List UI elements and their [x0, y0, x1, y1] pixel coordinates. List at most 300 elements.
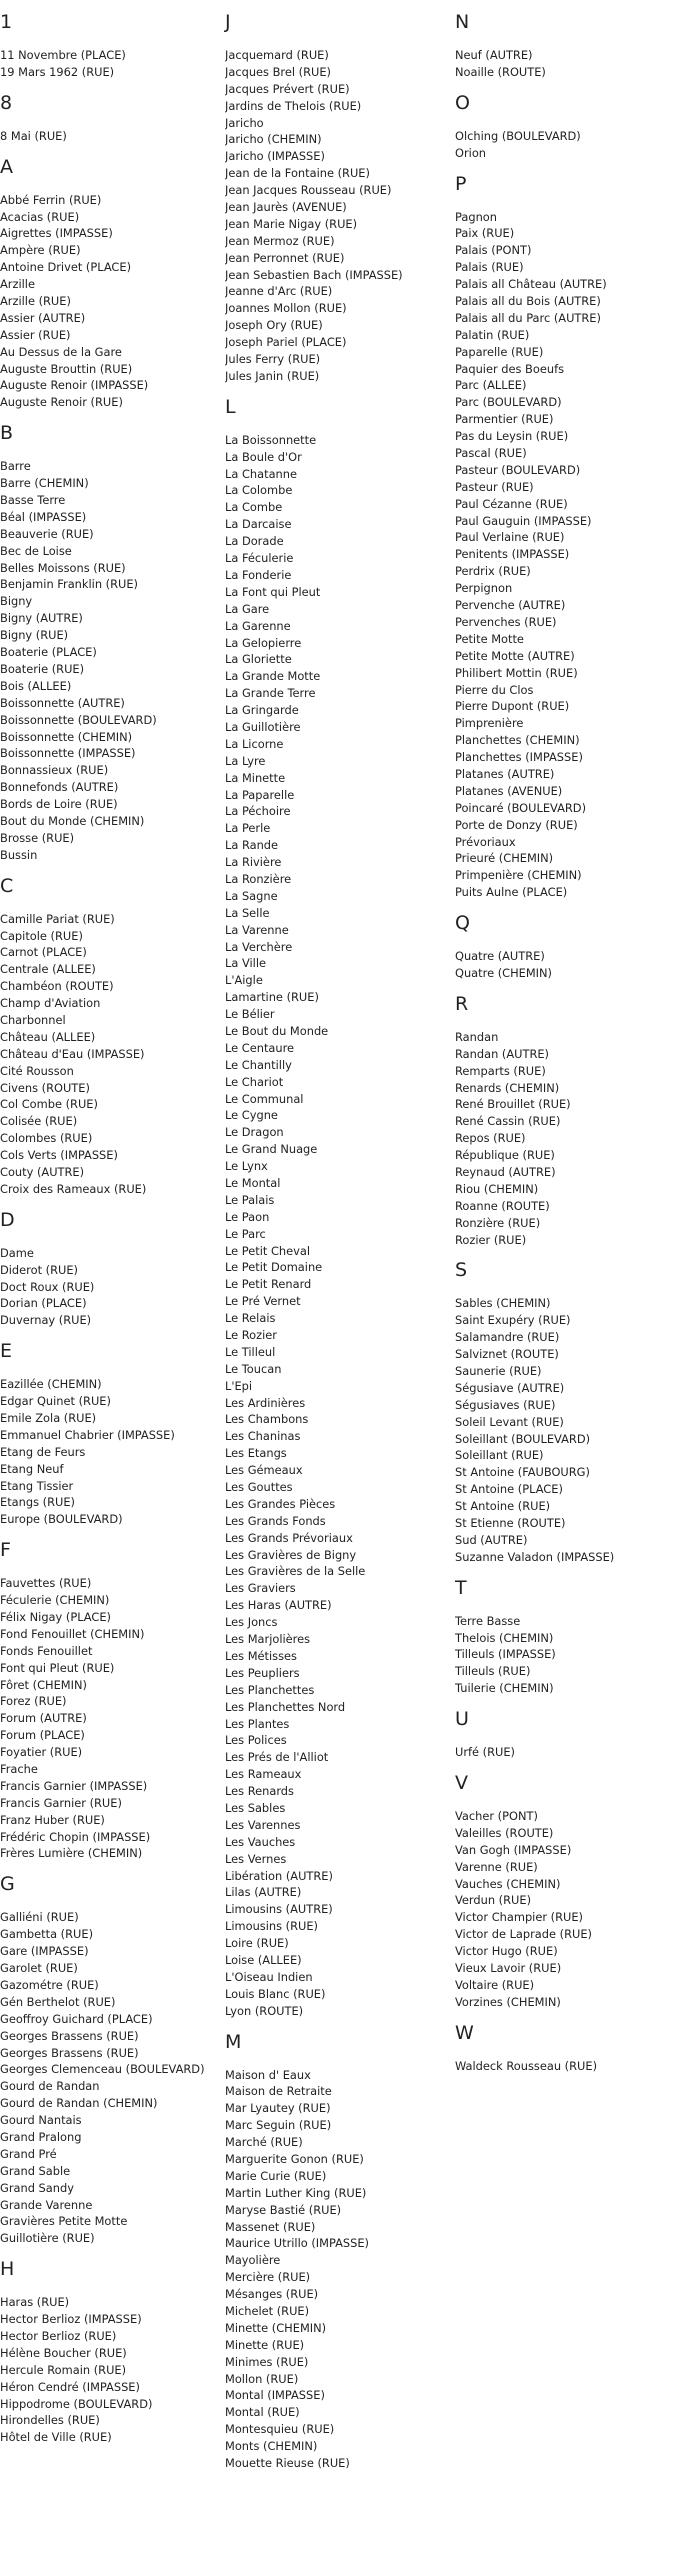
street-name: Ampère (RUE) — [0, 243, 81, 258]
street-name: Forez (RUE) — [0, 1694, 67, 1709]
street-name: Pierre du Clos — [455, 682, 534, 697]
section-letter-heading: D — [0, 1208, 15, 1231]
street-name: Gourd de Randan — [0, 2079, 100, 2094]
street-name: Victor de Laprade (RUE) — [455, 1927, 592, 1942]
street-name: Marc Seguin (RUE) — [225, 2118, 332, 2133]
street-name: Paparelle (RUE) — [455, 344, 544, 359]
street-name: Jeanne d'Arc (RUE) — [225, 284, 333, 299]
street-list — [0, 458, 220, 863]
street-name: Palais (PONT) — [455, 243, 532, 258]
letter-section — [0, 1874, 220, 2247]
street-list — [0, 192, 220, 412]
street-name: Hercule Romain (RUE) — [0, 2362, 127, 2377]
street-name: Bonnassieux (RUE) — [0, 763, 109, 778]
street-name: Garolet (RUE) — [0, 1961, 78, 1976]
street-name: Les Chambons — [225, 1412, 309, 1427]
street-list — [455, 209, 675, 902]
street-name: Mayolière — [225, 2253, 281, 2268]
street-name: Auguste Renoir (IMPASSE) — [0, 378, 149, 393]
street-name: Prévoriaux — [455, 834, 516, 849]
street-name: Les Métisses — [225, 1648, 297, 1663]
street-name: Palais all du Parc (AUTRE) — [455, 310, 601, 325]
street-name: Les Gravières de Bigny — [225, 1547, 357, 1562]
section-letter-heading: O — [455, 91, 470, 114]
street-name: Grand Pré — [0, 2146, 57, 2161]
street-name: Hélène Boucher (RUE) — [0, 2345, 127, 2360]
street-name: Camille Pariat (RUE) — [0, 911, 115, 926]
street-index-column-3 — [455, 0, 675, 2085]
street-name: Lyon (ROUTE) — [225, 2003, 304, 2018]
street-name: Gravières Petite Motte — [0, 2214, 128, 2229]
street-name: Boaterie (RUE) — [0, 661, 85, 676]
street-name: La Dorade — [225, 534, 284, 549]
street-name: Béal (IMPASSE) — [0, 509, 87, 524]
street-name: Fôret (CHEMIN) — [0, 1677, 87, 1692]
street-name: Galliéni (RUE) — [0, 1910, 79, 1925]
street-name: Les Renards — [225, 1784, 294, 1799]
street-name: St Etienne (ROUTE) — [455, 1516, 566, 1531]
letter-section — [0, 1540, 220, 1862]
letter-section — [0, 1210, 220, 1329]
street-name: La Grande Motte — [225, 669, 321, 684]
street-name: Pascal (RUE) — [455, 446, 527, 461]
letter-section — [0, 2259, 220, 2446]
street-name: Les Graviers — [225, 1581, 296, 1596]
street-name: La Licorne — [225, 736, 284, 751]
street-name: Jean Jaurès (AVENUE) — [225, 200, 347, 215]
street-name: Bonnefonds (AUTRE) — [0, 780, 119, 795]
street-name: Olching (BOULEVARD) — [455, 128, 581, 143]
street-name: L'Epi — [225, 1378, 253, 1393]
street-name: St Antoine (PLACE) — [455, 1482, 563, 1497]
letter-section — [225, 2032, 450, 2472]
street-name: Etangs (RUE) — [0, 1495, 75, 1510]
street-name: Marie Curie (RUE) — [225, 2168, 327, 2183]
street-name: Van Gogh (IMPASSE) — [455, 1842, 572, 1857]
street-list — [0, 1376, 220, 1528]
street-name: Joannes Mollon (RUE) — [225, 301, 347, 316]
street-name: Emile Zola (RUE) — [0, 1411, 97, 1425]
street-name: Bussin — [0, 847, 38, 862]
street-name: Jacques Prévert (RUE) — [225, 81, 350, 96]
street-name: Jean Jacques Rousseau (RUE) — [225, 183, 392, 198]
street-name: Les Chaninas — [225, 1429, 301, 1444]
street-name: Gare (IMPASSE) — [0, 1944, 89, 1959]
street-name: La Fonderie — [225, 567, 292, 582]
street-name: Colombes (RUE) — [0, 1131, 93, 1146]
street-name: Le Petit Domaine — [225, 1260, 323, 1275]
street-name: Ronzière (RUE) — [455, 1215, 541, 1230]
street-name: Félix Nigay (PLACE) — [0, 1610, 111, 1625]
street-name: La Péchoire — [225, 804, 291, 819]
street-name: Neuf (AUTRE) — [455, 48, 533, 62]
street-name: Les Gémeaux — [225, 1463, 303, 1478]
street-name: Duvernay (RUE) — [0, 1313, 92, 1328]
street-name: Abbé Ferrin (RUE) — [0, 192, 102, 207]
street-name: Jules Janin (RUE) — [225, 368, 320, 383]
street-name: Tilleuls (RUE) — [455, 1664, 531, 1679]
street-name: Les Grandes Pièces — [225, 1496, 336, 1511]
street-name: Les Grands Fonds — [225, 1513, 326, 1528]
street-name: La Féculerie — [225, 551, 294, 566]
street-name: Ségusiave (AUTRE) — [455, 1380, 565, 1395]
section-letter-heading: U — [455, 1708, 469, 1731]
street-name: République (RUE) — [455, 1148, 555, 1163]
street-name: Pasteur (BOULEVARD) — [455, 462, 581, 477]
section-letter-heading: P — [455, 172, 467, 195]
street-name: Barre (CHEMIN) — [0, 476, 89, 491]
street-name: Varenne (RUE) — [455, 1859, 538, 1874]
street-name: Le Dragon — [225, 1125, 284, 1140]
street-name: La Font qui Pleut — [225, 584, 321, 599]
street-name: Boissonnette (BOULEVARD) — [0, 712, 157, 727]
street-name: Assier (RUE) — [0, 327, 71, 342]
street-name: La Rivière — [225, 855, 282, 870]
street-name: Colisée (RUE) — [0, 1114, 78, 1129]
street-name: Le Pré Vernet — [225, 1294, 301, 1309]
street-name: Georges Brassens (RUE) — [0, 2045, 139, 2060]
street-name: Monts (CHEMIN) — [225, 2439, 318, 2454]
street-name: La Guillotière — [225, 719, 301, 734]
street-name: Verdun (RUE) — [455, 1893, 532, 1908]
street-name: Georges Brassens (RUE) — [0, 2028, 139, 2043]
letter-section — [455, 1578, 675, 1697]
street-name: Hippodrome (BOULEVARD) — [0, 2396, 153, 2411]
letter-section — [455, 93, 675, 162]
street-name: Gambetta (RUE) — [0, 1927, 94, 1942]
street-name: Au Dessus de la Gare — [0, 344, 122, 359]
street-name: Château (ALLEE) — [0, 1029, 96, 1044]
street-name: Les Prés de l'Alliot — [225, 1750, 329, 1765]
street-name: Belles Moissons (RUE) — [0, 560, 126, 575]
street-list — [0, 1245, 220, 1329]
street-list — [455, 948, 675, 982]
street-name: René Brouillet (RUE) — [455, 1097, 571, 1112]
street-name: Jaricho — [225, 115, 264, 130]
street-name: La Verchère — [225, 939, 293, 954]
street-name: Les Vernes — [225, 1851, 287, 1866]
street-name: Maryse Bastié (RUE) — [225, 2202, 342, 2217]
street-name: Saint Exupéry (RUE) — [455, 1313, 571, 1328]
street-name: Randan — [455, 1029, 499, 1044]
street-index-column-2 — [225, 0, 450, 2482]
street-name: Sables (CHEMIN) — [455, 1296, 551, 1311]
street-name: Hector Berlioz (IMPASSE) — [0, 2312, 142, 2327]
street-name: Marché (RUE) — [225, 2135, 303, 2150]
street-list — [455, 1029, 675, 1249]
street-list — [0, 1909, 220, 2247]
street-name: Repos (RUE) — [455, 1131, 526, 1146]
street-name: La Colombe — [225, 483, 293, 498]
street-name: Tuilerie (CHEMIN) — [455, 1681, 554, 1696]
street-name: Col Combe (RUE) — [0, 1097, 98, 1112]
street-name: St Antoine (RUE) — [455, 1499, 551, 1514]
street-name: Charbonnel — [0, 1012, 66, 1027]
section-letter-heading: G — [0, 1873, 15, 1896]
street-name: Les Planchettes Nord — [225, 1699, 346, 1714]
street-name: La Garenne — [225, 618, 291, 633]
section-letter-heading: 8 — [0, 91, 13, 114]
street-list — [455, 47, 675, 81]
street-name: Grand Sandy — [0, 2180, 74, 2195]
street-name: Pimprenière — [455, 716, 524, 731]
letter-section — [0, 1341, 220, 1528]
street-list — [0, 128, 220, 145]
street-name: Eazillée (CHEMIN) — [0, 1377, 102, 1392]
street-name: Le Lynx — [225, 1159, 268, 1174]
street-list — [0, 47, 220, 81]
street-name: Arzille — [0, 277, 35, 292]
street-name: Martin Luther King (RUE) — [225, 2185, 367, 2200]
street-name: Reynaud (AUTRE) — [455, 1164, 556, 1179]
street-name: Thelois (CHEMIN) — [455, 1630, 554, 1645]
street-name: Roanne (ROUTE) — [455, 1198, 550, 1213]
street-name: Benjamin Franklin (RUE) — [0, 577, 138, 592]
street-name: Remparts (RUE) — [455, 1063, 546, 1078]
street-name: Minette (RUE) — [225, 2337, 305, 2352]
street-name: 11 Novembre (PLACE) — [0, 48, 126, 62]
street-name: Planchettes (IMPASSE) — [455, 750, 583, 765]
street-name: Forum (PLACE) — [0, 1728, 85, 1743]
street-name: Paul Verlaine (RUE) — [455, 530, 565, 545]
letter-section — [455, 1260, 675, 1565]
street-name: Voltaire (RUE) — [455, 1977, 535, 1992]
street-name: Gourd de Randan (CHEMIN) — [0, 2096, 158, 2111]
street-name: Le Relais — [225, 1311, 276, 1326]
street-name: Soleil Levant (RUE) — [455, 1414, 564, 1429]
street-name: La Gelopierre — [225, 635, 302, 650]
street-name: Pas du Leysin (RUE) — [455, 429, 569, 444]
street-name: La Darcaise — [225, 517, 292, 532]
street-name: Les Haras (AUTRE) — [225, 1598, 332, 1613]
street-name: Tilleuls (IMPASSE) — [455, 1647, 556, 1662]
letter-section — [225, 12, 450, 385]
street-list — [455, 1808, 675, 2011]
street-name: Massenet (RUE) — [225, 2219, 316, 2234]
street-name: Boissonnette (CHEMIN) — [0, 729, 133, 744]
street-name: Centrale (ALLEE) — [0, 962, 96, 977]
street-name: Les Gouttes — [225, 1480, 293, 1495]
street-list — [455, 1744, 675, 1761]
letter-section — [455, 174, 675, 902]
street-name: Couty (AUTRE) — [0, 1164, 85, 1179]
street-name: Perdrix (RUE) — [455, 564, 531, 579]
street-name: Le Chantilly — [225, 1057, 292, 1072]
street-name: Le Centaure — [225, 1040, 295, 1055]
street-name: René Cassin (RUE) — [455, 1114, 561, 1129]
street-name: Haras (RUE) — [0, 2295, 70, 2310]
street-list — [225, 2067, 450, 2472]
street-name: Bec de Loise — [0, 543, 72, 558]
street-name: Riou (CHEMIN) — [455, 1181, 539, 1196]
street-name: Penitents (IMPASSE) — [455, 547, 570, 562]
street-name: Les Polices — [225, 1733, 287, 1748]
street-name: Palais (RUE) — [455, 260, 524, 275]
street-name: Le Communal — [225, 1091, 304, 1106]
street-name: Les Grands Prévoriaux — [225, 1530, 353, 1545]
section-letter-heading: W — [455, 2021, 474, 2044]
street-name: Noaille (ROUTE) — [455, 64, 546, 79]
section-letter-heading: M — [225, 2030, 242, 2053]
street-name: Les Marjolières — [225, 1632, 311, 1647]
street-name: Francis Garnier (IMPASSE) — [0, 1778, 148, 1793]
section-letter-heading: V — [455, 1772, 468, 1795]
street-name: Palais all du Bois (AUTRE) — [455, 294, 601, 309]
street-name: Georges Clemenceau (BOULEVARD) — [0, 2062, 205, 2077]
street-name: Héron Cendré (IMPASSE) — [0, 2379, 140, 2394]
letter-section — [0, 93, 220, 145]
street-name: Les Rameaux — [225, 1767, 302, 1782]
street-name: Prieuré (CHEMIN) — [455, 851, 554, 866]
street-name: La Perle — [225, 821, 271, 836]
street-name: Chambéon (ROUTE) — [0, 979, 114, 994]
street-name: 8 Mai (RUE) — [0, 128, 67, 143]
street-name: Les Peupliers — [225, 1665, 300, 1680]
street-name: Lamartine (RUE) — [225, 990, 319, 1005]
street-name: Le Rozier — [225, 1328, 277, 1343]
street-name: Le Petit Renard — [225, 1277, 312, 1292]
street-name: Acacias (RUE) — [0, 209, 80, 224]
street-name: Petite Motte — [455, 631, 524, 646]
street-name: Soleillant (BOULEVARD) — [455, 1431, 591, 1446]
street-name: Le Toucan — [225, 1361, 282, 1376]
street-name: Minimes (RUE) — [225, 2354, 309, 2369]
street-name: St Antoine (FAUBOURG) — [455, 1465, 590, 1480]
street-name: Le Chariot — [225, 1074, 284, 1089]
street-name: Victor Hugo (RUE) — [455, 1944, 558, 1959]
street-name: Auguste Renoir (RUE) — [0, 395, 123, 410]
street-name: Boaterie (PLACE) — [0, 645, 97, 660]
street-name: Le Cygne — [225, 1108, 278, 1123]
street-name: Pervenche (AUTRE) — [455, 598, 566, 613]
street-name: Palatin (RUE) — [455, 327, 530, 342]
street-name: Marguerite Gonon (RUE) — [225, 2151, 364, 2166]
street-name: Les Plantes — [225, 1716, 290, 1731]
street-name: Brosse (RUE) — [0, 830, 75, 845]
street-name: Auguste Brouttin (RUE) — [0, 361, 133, 376]
letter-section — [0, 157, 220, 412]
street-name: Palais all Château (AUTRE) — [455, 277, 607, 292]
street-name: Le Grand Nuage — [225, 1142, 318, 1157]
street-name: La Combe — [225, 500, 283, 515]
letter-section — [455, 1709, 675, 1761]
street-name: Edgar Quinet (RUE) — [0, 1394, 111, 1409]
section-letter-heading: R — [455, 992, 469, 1015]
street-name: Parc (BOULEVARD) — [455, 395, 562, 410]
section-letter-heading: N — [455, 11, 470, 33]
street-name: Antoine Drivet (PLACE) — [0, 260, 132, 275]
street-name: Parmentier (RUE) — [455, 412, 554, 427]
street-name: Vieux Lavoir (RUE) — [455, 1961, 562, 1976]
street-name: La Boissonnette — [225, 432, 317, 447]
street-name: Frères Lumière (CHEMIN) — [0, 1846, 143, 1861]
street-name: Gourd Nantais — [0, 2113, 82, 2128]
street-name: La Rande — [225, 838, 279, 853]
street-name: Orion — [455, 145, 487, 160]
street-name: Les Etangs — [225, 1446, 287, 1461]
street-name: Foyatier (RUE) — [0, 1745, 83, 1760]
street-name: Platanes (AVENUE) — [455, 783, 563, 798]
street-name: Joseph Pariel (PLACE) — [225, 335, 347, 350]
street-name: Jacques Brel (RUE) — [225, 64, 331, 79]
section-letter-heading: A — [0, 155, 13, 178]
street-name: Emmanuel Chabrier (IMPASSE) — [0, 1427, 175, 1442]
street-name: Arzille (RUE) — [0, 294, 71, 309]
street-name: Renards (CHEMIN) — [455, 1080, 560, 1095]
street-name: La Gare — [225, 601, 270, 616]
street-name: Francis Garnier (RUE) — [0, 1795, 122, 1810]
street-name: La Ronzière — [225, 871, 292, 886]
street-name: Mollon (RUE) — [225, 2371, 299, 2386]
street-name: Salamandre (RUE) — [455, 1330, 560, 1345]
section-letter-heading: C — [0, 874, 14, 897]
letter-section — [455, 2023, 675, 2075]
street-list — [455, 1613, 675, 1697]
street-name: Montal (IMPASSE) — [225, 2388, 325, 2403]
street-name: Boissonnette (IMPASSE) — [0, 746, 136, 761]
street-name: La Gringarde — [225, 703, 299, 718]
street-name: La Gloriette — [225, 652, 292, 667]
street-list — [225, 432, 450, 2020]
street-name: Gazométre (RUE) — [0, 1977, 99, 1992]
street-name: Sud (AUTRE) — [455, 1532, 528, 1547]
street-name: Waldeck Rousseau (RUE) — [455, 2058, 598, 2073]
street-name: Fonds Fenouillet — [0, 1643, 93, 1658]
street-name: Geoffroy Guichard (PLACE) — [0, 2011, 153, 2026]
street-name: Jacquemard (RUE) — [225, 48, 329, 62]
street-name: Platanes (AUTRE) — [455, 766, 555, 781]
street-name: La Varenne — [225, 922, 289, 937]
street-name: Cité Rousson — [0, 1063, 74, 1078]
street-list — [455, 1295, 675, 1565]
street-name: Victor Champier (RUE) — [455, 1910, 583, 1925]
street-name: Barre — [0, 459, 31, 474]
street-name: Aigrettes (IMPASSE) — [0, 226, 113, 241]
street-name: Ségusiaves (RUE) — [455, 1397, 556, 1412]
street-name: Etang Neuf — [0, 1461, 64, 1476]
street-name: Paul Gauguin (IMPASSE) — [455, 513, 592, 528]
street-name: Saunerie (RUE) — [455, 1364, 542, 1378]
street-name: Le Petit Cheval — [225, 1243, 311, 1258]
street-name: Pagnon — [455, 209, 497, 224]
street-name: Etang de Feurs — [0, 1444, 86, 1459]
street-name: Salviznet (ROUTE) — [455, 1347, 559, 1362]
street-name: Poincaré (BOULEVARD) — [455, 800, 587, 815]
street-name: Joseph Ory (RUE) — [225, 318, 323, 333]
street-name: Croix des Rameaux (RUE) — [0, 1181, 147, 1196]
street-name: La Chatanne — [225, 466, 297, 481]
street-name: Grand Sable — [0, 2163, 71, 2178]
street-name: Mouette Rieuse (RUE) — [225, 2456, 350, 2471]
street-name: Beauverie (RUE) — [0, 526, 94, 541]
street-name: Font qui Pleut (RUE) — [0, 1660, 115, 1675]
street-name: Les Varennes — [225, 1817, 301, 1832]
letter-section — [0, 876, 220, 1198]
street-name: Maison de Retraite — [225, 2084, 332, 2099]
street-name: Limousins (RUE) — [225, 1919, 319, 1934]
street-name: Pasteur (RUE) — [455, 479, 534, 494]
street-name: La Ville — [225, 956, 266, 971]
street-name: Porte de Donzy (RUE) — [455, 817, 578, 832]
section-letter-heading: L — [225, 395, 236, 418]
street-name: La Lyre — [225, 753, 266, 768]
street-name: Jules Ferry (RUE) — [225, 352, 321, 367]
street-list — [455, 128, 675, 162]
street-name: Grand Pralong — [0, 2129, 82, 2144]
street-name: Cols Verts (IMPASSE) — [0, 1148, 118, 1163]
street-name: Loise (ALLEE) — [225, 1952, 302, 1967]
street-name: Le Tilleul — [225, 1344, 276, 1359]
